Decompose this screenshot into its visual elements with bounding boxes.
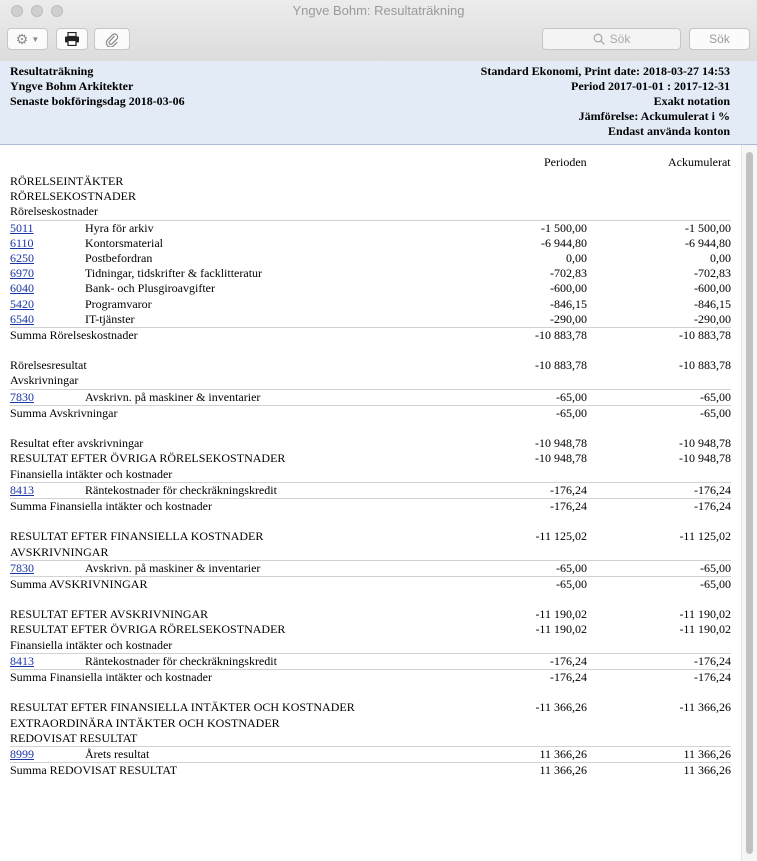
account-number-link[interactable]: 6250 [10,250,34,265]
report-header [0,61,757,145]
sum-row [10,669,731,685]
cumulative-value: -65,00 [700,576,731,591]
period-value: -600,00 [550,281,587,296]
period-value: -11 190,02 [535,622,587,637]
heading-row [10,638,731,653]
row-label: Summa Rörelseskostnader [10,327,138,342]
search-placeholder: Sök [609,32,631,46]
account-number-link[interactable]: 6110 [10,235,34,250]
settings-menu-button[interactable] [7,28,48,50]
account-row [10,281,731,296]
account-row [10,251,731,266]
section-heading: RÖRELSEINTÄKTER [10,174,124,188]
account-number-link[interactable]: 7830 [10,560,34,575]
period-value: -10 883,78 [535,327,587,342]
account-description: Postbefordran [85,250,153,265]
row-label: Summa Finansiella intäkter och kostnader [10,498,212,513]
period-value: -10 883,78 [535,358,587,373]
row-label: RESULTAT EFTER ÖVRIGA RÖRELSEKOSTNADER [10,451,286,466]
spacer-row [10,343,731,358]
row-label: RESULTAT EFTER ÖVRIGA RÖRELSEKOSTNADER [10,622,286,637]
period-value: -290,00 [550,311,587,326]
notation-info: Exakt notation [653,94,730,108]
heading-row [10,174,731,189]
sum-row [10,405,731,421]
report-title: Resultaträkning [10,64,94,78]
cumulative-value: -10 883,78 [679,327,731,342]
period-value: 11 366,26 [539,746,587,761]
section-heading: EXTRAORDINÄRA INTÄKTER OCH KOSTNADER [10,715,280,730]
account-row [10,236,731,251]
row-label: Summa REDOVISAT RESULTAT [10,763,178,778]
sum-row [10,327,731,343]
spacer-row [10,421,731,436]
section-heading: REDOVISAT RESULTAT [10,730,138,745]
account-description: Avskrivn. på maskiner & inventarier [85,389,261,404]
account-row [10,653,731,669]
spacer-row [10,685,731,700]
period-info: Period 2017-01-01 : 2017-12-31 [571,79,730,93]
account-description: Årets resultat [85,746,150,761]
company-name: Yngve Bohm Arkitekter [10,79,134,93]
cumulative-value: -11 125,02 [679,529,731,544]
cumulative-value: -6 944,80 [685,235,731,250]
account-row [10,312,731,327]
account-row [10,266,731,281]
title-bar [0,0,757,62]
sum-row [10,451,731,466]
search-input[interactable] [542,28,681,50]
search-icon [593,33,605,45]
cumulative-value: -65,00 [700,405,731,420]
section-heading: Finansiella intäkter och kostnader [10,637,173,652]
cumulative-value: -10 948,78 [679,436,731,451]
period-value: -10 948,78 [535,451,587,466]
account-number-link[interactable]: 6540 [10,311,34,326]
account-number-link[interactable]: 8999 [10,746,34,761]
period-value: -176,24 [550,482,587,497]
search-button[interactable]: Sök [689,28,750,50]
cumulative-value: -176,24 [694,498,731,513]
sum-row [10,498,731,514]
print-button[interactable] [56,28,88,50]
account-row [10,482,731,498]
window-title: Yngve Bohm: Resultaträkning [292,3,465,18]
cumulative-value: -11 190,02 [679,607,731,622]
account-description: Hyra för arkiv [85,220,154,235]
cumulative-value: -290,00 [694,311,731,326]
row-label: Summa Avskrivningar [10,405,118,420]
period-value: -65,00 [556,560,587,575]
period-value: -702,83 [550,266,587,281]
period-value: -65,00 [556,405,587,420]
period-value: -176,24 [550,670,587,684]
sum-row [10,700,731,715]
cumulative-value: 11 366,26 [683,746,731,761]
section-heading: Finansiella intäkter och kostnader [10,466,173,481]
sum-row [10,607,731,622]
heading-row [10,189,731,204]
gear-icon: ⚙ [15,30,29,47]
period-value: -11 190,02 [535,607,587,622]
period-value: -65,00 [556,389,587,404]
cumulative-value: -1 500,00 [685,220,731,235]
sum-row [10,529,731,544]
period-value: -11 366,26 [535,700,587,715]
cumulative-value: -600,00 [694,281,731,296]
report-header-right [481,64,730,139]
cumulative-value: -702,83 [694,266,731,281]
paperclip-icon [105,32,119,47]
cumulative-value: -176,24 [694,653,731,668]
section-heading: Avskrivningar [10,373,79,388]
row-label: Summa Finansiella intäkter och kostnader [10,670,212,684]
row-label: RESULTAT EFTER FINANSIELLA INTÄKTER OCH KOSTNADER [10,700,355,715]
account-number-link[interactable]: 6040 [10,281,34,296]
cumulative-value: 0,00 [710,250,731,265]
heading-row [10,467,731,482]
chevron-down-icon: ▼ [31,34,40,44]
scrollbar-thumb[interactable] [746,152,753,854]
account-number-link[interactable]: 8413 [10,653,34,668]
period-value: -176,24 [550,653,587,668]
heading-row [10,204,731,219]
comparison-info: Jämförelse: Ackumulerat i % [578,109,730,123]
column-header-cumulative: Ackumulerat [668,155,731,169]
sum-row [10,358,731,373]
cumulative-value: -65,00 [700,389,731,404]
account-number-link[interactable]: 7830 [10,389,34,404]
account-description: Tidningar, tidskrifter & facklitteratur [85,266,263,281]
cumulative-value: -65,00 [700,560,731,575]
account-description: Räntekostnader för checkräkningskredit [85,653,277,668]
spacer-row [10,514,731,529]
account-description: Avskrivn. på maskiner & inventarier [85,560,261,575]
period-value: -10 948,78 [535,436,587,451]
cumulative-value: 11 366,26 [683,763,731,778]
spacer-row [10,592,731,607]
account-number-link[interactable]: 5011 [10,220,34,235]
account-description: Programvaror [85,296,152,311]
account-description: Bank- och Plusgiroavgifter [85,281,215,296]
cumulative-value: -11 190,02 [679,622,731,637]
period-value: -846,15 [550,296,587,311]
account-number-link[interactable]: 5420 [10,296,34,311]
row-label: RESULTAT EFTER FINANSIELLA KOSTNADER [10,529,264,544]
period-value: -176,24 [550,498,587,513]
report-body [0,145,741,861]
period-value: -65,00 [556,576,587,591]
account-row [10,746,731,762]
cumulative-value: -10 883,78 [679,358,731,373]
account-number-link[interactable]: 8413 [10,482,34,497]
sum-row [10,762,731,778]
cumulative-value: -176,24 [694,670,731,684]
row-label: RESULTAT EFTER AVSKRIVNINGAR [10,607,209,622]
account-description: IT-tjänster [85,311,135,326]
print-info: Standard Ekonomi, Print date: 2018-03-27 14:53 [480,64,730,78]
row-label: Summa AVSKRIVNINGAR [10,576,148,591]
section-heading: RÖRELSEKOSTNADER [10,189,137,204]
vertical-scrollbar[interactable] [741,145,757,861]
period-value: -6 944,80 [541,235,587,250]
account-row [10,220,731,236]
report-header-left [10,64,185,109]
sum-row [10,576,731,592]
account-row [10,560,731,576]
heading-row [10,731,731,746]
account-number-link[interactable]: 6970 [10,266,34,281]
printer-icon [64,32,80,46]
period-value: 11 366,26 [539,763,587,778]
attach-button[interactable] [94,28,130,50]
heading-row [10,716,731,731]
cumulative-value: -11 366,26 [679,700,731,715]
section-heading: AVSKRIVNINGAR [10,544,109,559]
heading-row [10,545,731,560]
section-heading: Rörelseskostnader [10,204,98,219]
cumulative-value: -10 948,78 [679,451,731,466]
account-description: Räntekostnader för checkräkningskredit [85,482,277,497]
cumulative-value: -846,15 [694,296,731,311]
accounts-filter-info: Endast använda konton [607,124,730,138]
account-row [10,389,731,405]
report-rows [10,174,731,778]
sum-row [10,622,731,637]
account-description: Kontorsmaterial [85,235,163,250]
last-booking-date: Senaste bokföringsdag 2018-03-06 [10,94,185,108]
sum-row [10,436,731,451]
heading-row [10,373,731,388]
cumulative-value: -176,24 [694,482,731,497]
column-header-period: Perioden [544,155,587,169]
period-value: -11 125,02 [535,529,587,544]
period-value: -1 500,00 [541,220,587,235]
account-row [10,297,731,312]
row-label: Rörelsesresultat [10,358,87,373]
period-value: 0,00 [566,250,587,265]
row-label: Resultat efter avskrivningar [10,436,144,451]
